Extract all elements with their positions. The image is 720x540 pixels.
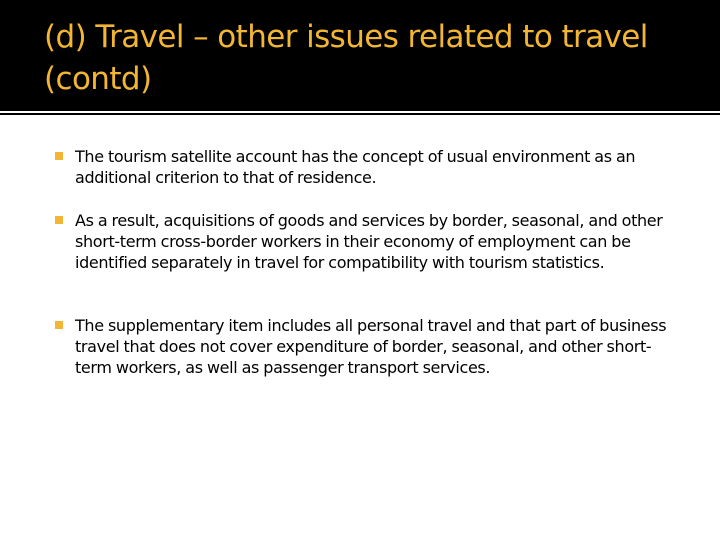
title-divider xyxy=(0,113,720,115)
bullet-text: The supplementary item includes all personal travel and that part of business travel that does not cover expenditure of border, seasonal, and other short-term workers, as well as passenger transport services. xyxy=(75,316,667,377)
square-bullet-icon xyxy=(55,216,63,224)
slide-title: (d) Travel – other issues related to travel (contd) xyxy=(44,19,648,97)
bullet-text: The tourism satellite account has the concept of usual environment as an additional criterion to that of residence. xyxy=(75,147,636,187)
square-bullet-icon xyxy=(55,152,63,160)
title-band xyxy=(0,0,720,111)
bullet-text: As a result, acquisitions of goods and services by border, seasonal, and other short-term cross-border workers in their economy of employment can be identified separately in travel for compatibility with tourism statistics. xyxy=(75,211,663,272)
square-bullet-icon xyxy=(55,321,63,329)
